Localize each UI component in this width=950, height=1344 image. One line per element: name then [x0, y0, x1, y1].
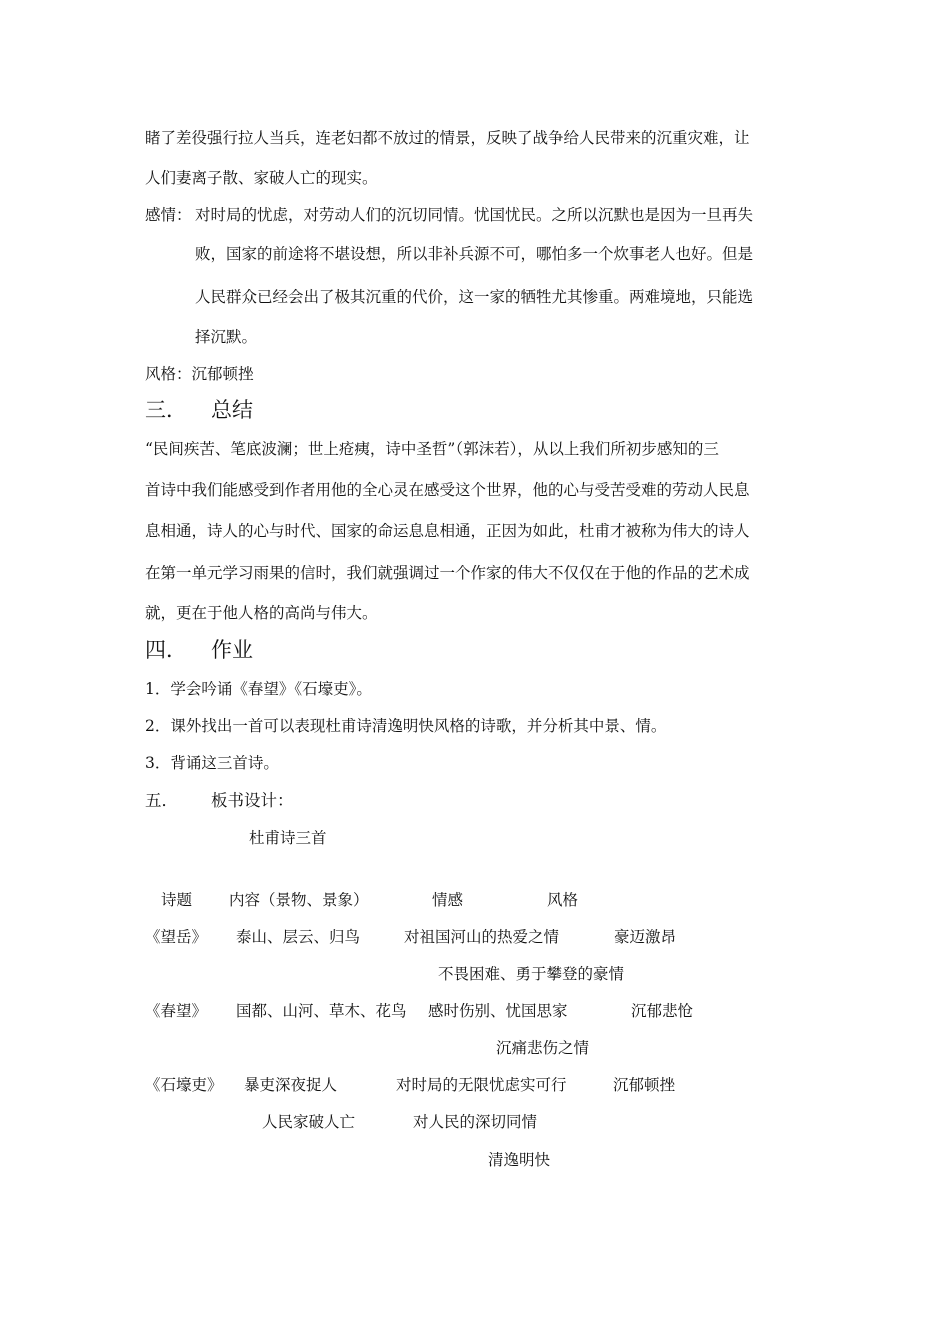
section3-title: 总结	[211, 398, 253, 422]
style-line: 风格：沉郁顿挫	[145, 365, 254, 383]
board-header-emotion: 情感	[432, 891, 464, 909]
section4-title: 作业	[211, 638, 253, 662]
board-style-chunwang: 沉郁悲怆	[631, 1002, 694, 1020]
board-poem-chunwang: 《春望》	[145, 1002, 208, 1020]
board-header-poem: 诗题	[161, 891, 193, 909]
emotion-line-2: 败，国家的前途将不堪设想，所以非补兵源不可，哪怕多一个炊事老人也好。但是	[195, 245, 754, 263]
summary-line-4: 在第一单元学习雨果的信时，我们就强调过一个作家的伟大不仅仅在于他的作品的艺术成	[145, 564, 750, 582]
board-content-chunwang: 国都、山河、草木、花鸟	[236, 1002, 407, 1020]
board-style-wangyue: 豪迈激昂	[614, 928, 677, 946]
homework-item: 2．课外找出一首可以表现杜甫诗清逸明快风格的诗歌，并分析其中景、情。	[145, 717, 667, 735]
board-content2-shihaoli: 人民家破人亡	[262, 1113, 356, 1131]
summary-line-1: “民间疾苦、笔底波澜；世上疮痍，诗中圣哲”（郭沫若），从以上我们所初步感知的三	[145, 440, 719, 458]
summary-line-5: 就，更在于他人格的高尚与伟大。	[145, 604, 378, 622]
intro-line-1: 睹了差役强行拉人当兵，连老妇都不放过的情景，反映了战争给人民带来的沉重灾难，让	[145, 129, 750, 147]
board-header-style: 风格	[547, 891, 579, 909]
board-content-shihaoli: 暴吏深夜捉人	[244, 1076, 338, 1094]
homework-item: 1．学会吟诵《春望》《石壕吏》。	[145, 680, 372, 698]
homework-item: 3．背诵这三首诗。	[145, 754, 279, 772]
board-emotion2-wangyue: 不畏困难、勇于攀登的豪情	[438, 965, 625, 983]
section5-number: 五．	[145, 791, 178, 810]
section4-heading	[145, 636, 253, 664]
emotion-label: 感情：	[145, 206, 192, 224]
board-emotion2-chunwang: 沉痛悲伤之情	[496, 1039, 590, 1057]
board-emotion-shihaoli: 对时局的无限忧虑实可行	[396, 1076, 567, 1094]
board-header-content: 内容（景物、景象）	[229, 891, 369, 909]
emotion-line-3: 人民群众已经会出了极其沉重的代价，这一家的牺牲尤其惨重。两难境地，只能选	[195, 288, 754, 306]
board-style2-shihaoli: 清逸明快	[488, 1151, 551, 1169]
board-emotion-chunwang: 感时伤别、忧国思家	[428, 1002, 568, 1020]
board-emotion-wangyue: 对祖国河山的热爱之情	[404, 928, 560, 946]
section3-number: 三．	[145, 398, 187, 422]
board-poem-wangyue: 《望岳》	[145, 928, 208, 946]
board-content-wangyue: 泰山、层云、归鸟	[236, 928, 361, 946]
board-title: 杜甫诗三首	[249, 829, 327, 847]
section4-number: 四．	[145, 638, 187, 662]
board-emotion2-shihaoli: 对人民的深切同情	[413, 1113, 538, 1131]
emotion-line-1: 对时局的忧虑，对劳动人们的沉切同情。忧国忧民。之所以沉默也是因为一旦再失	[195, 206, 754, 224]
emotion-line-4: 择沉默。	[195, 328, 258, 346]
board-style-shihaoli: 沉郁顿挫	[613, 1076, 676, 1094]
section5-heading	[145, 790, 294, 812]
summary-line-2: 首诗中我们能感受到作者用他的全心灵在感受这个世界，他的心与受苦受难的劳动人民息	[145, 481, 750, 499]
board-poem-shihaoli: 《石壕吏》	[145, 1076, 223, 1094]
summary-line-3: 息相通，诗人的心与时代、国家的命运息息相通，正因为如此，杜甫才被称为伟大的诗人	[145, 522, 750, 540]
section3-heading	[145, 396, 253, 424]
intro-line-2: 人们妻离子散、家破人亡的现实。	[145, 169, 378, 187]
section5-title: 板书设计：	[211, 791, 294, 810]
